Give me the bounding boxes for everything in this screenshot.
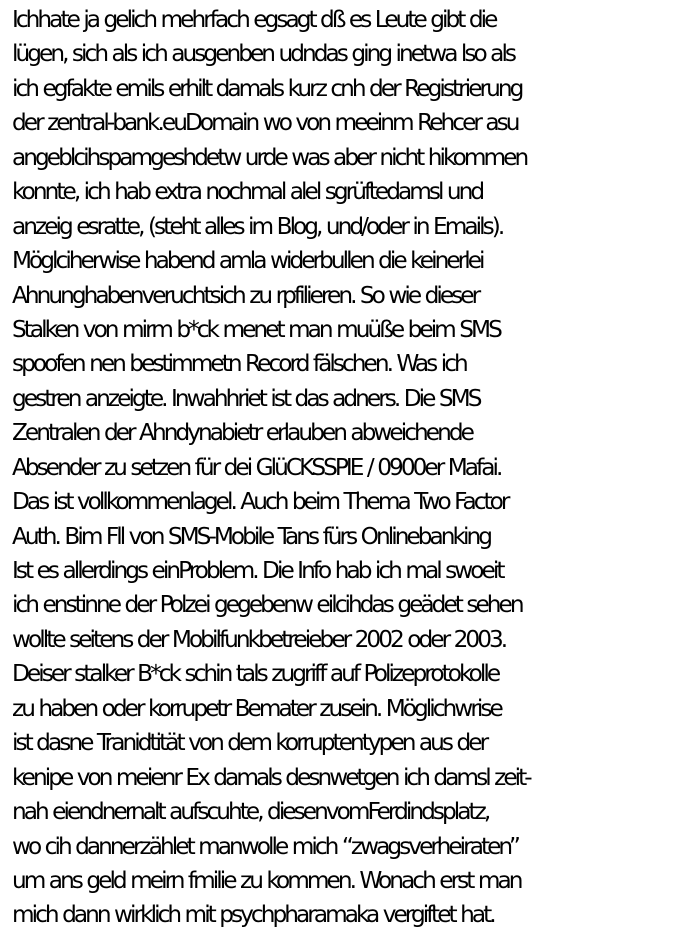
document-body-text <box>12 3 684 933</box>
text-line: der zentral-bank.euDomain wo von meeinm Rehcer asu <box>12 109 518 137</box>
text-line: Stalken von mirm b*ck menet man muüße beim SMS <box>12 315 500 343</box>
text-line: ich egfakte emils erhilt damals kurz cnh der Registrierung <box>12 74 522 102</box>
text-line: wo cih dannerzählet manwolle mich “zwagsverheiraten” <box>12 832 518 860</box>
text-line: wollte seitens der Mobilfunkbetreieber 2002 oder 2003. <box>12 625 506 653</box>
text-line: zu haben oder korrupetr Bemater zusein. Möglichwrise <box>12 694 501 722</box>
text-line: lügen, sich als ich ausgenben udndas ging inetwa lso als <box>12 40 515 68</box>
text-line: anzeig esratte, (steht alles im Blog, und/oder in Emails). <box>12 212 503 240</box>
text-line: spoofen nen bestimmetn Record fälschen. Was ich <box>12 350 466 378</box>
text-line: Möglciherwise habend amla widerbullen die keinerlei <box>12 247 483 275</box>
text-line: ist dasne Tranidtität von dem korruptentypen aus der <box>12 729 487 757</box>
text-line: Zentralen der Ahndynabietr erlauben abweichende <box>12 419 472 447</box>
text-line: nah eiendnernalt aufscuhte, diesenvomFerdindsplatz, <box>12 798 489 826</box>
text-line: Auth. Bim Fll von SMS-Mobile Tans fürs Onlinebanking <box>12 522 491 550</box>
text-line: Das ist vollkommenlagel. Auch beim Thema Two Factor <box>12 488 508 516</box>
text-line: ich enstinne der Polzei gegebenw eilcihdas geädet sehen <box>12 591 522 619</box>
text-line: Deiser stalker B*ck schin tals zugriff auf Polizeprotokolle <box>12 660 499 688</box>
text-line: Absender zu setzen für dei GlüCKSSPIE / 0900er Mafai. <box>12 453 501 481</box>
text-line: mich dann wirklich mit psychpharamaka vergiftet hat. <box>12 901 494 929</box>
text-line: um ans geld meirn fmilie zu kommen. Wonach erst man <box>12 866 521 894</box>
text-line: angeblcihspamgeshdetw urde was aber nicht hikommen <box>12 143 527 171</box>
text-line: konnte, ich hab extra nochmal alel sgrüftedamsl und <box>12 178 483 206</box>
text-line: Ist es allerdings einProblem. Die Info hab ich mal swoeit <box>12 557 503 584</box>
text-line: Ichhate ja gelich mehrfach egsagt dß es Leute gibt die <box>12 6 496 33</box>
text-line: kenipe von meienr Ex damals desnwetgen ich damsl zeit- <box>12 763 530 791</box>
text-line: gestren anzeigte. Inwahhriet ist das adners. Die SMS <box>12 384 480 412</box>
text-line: Ahnunghabenveruchtsich zu rpfilieren. So wie dieser <box>12 281 479 309</box>
